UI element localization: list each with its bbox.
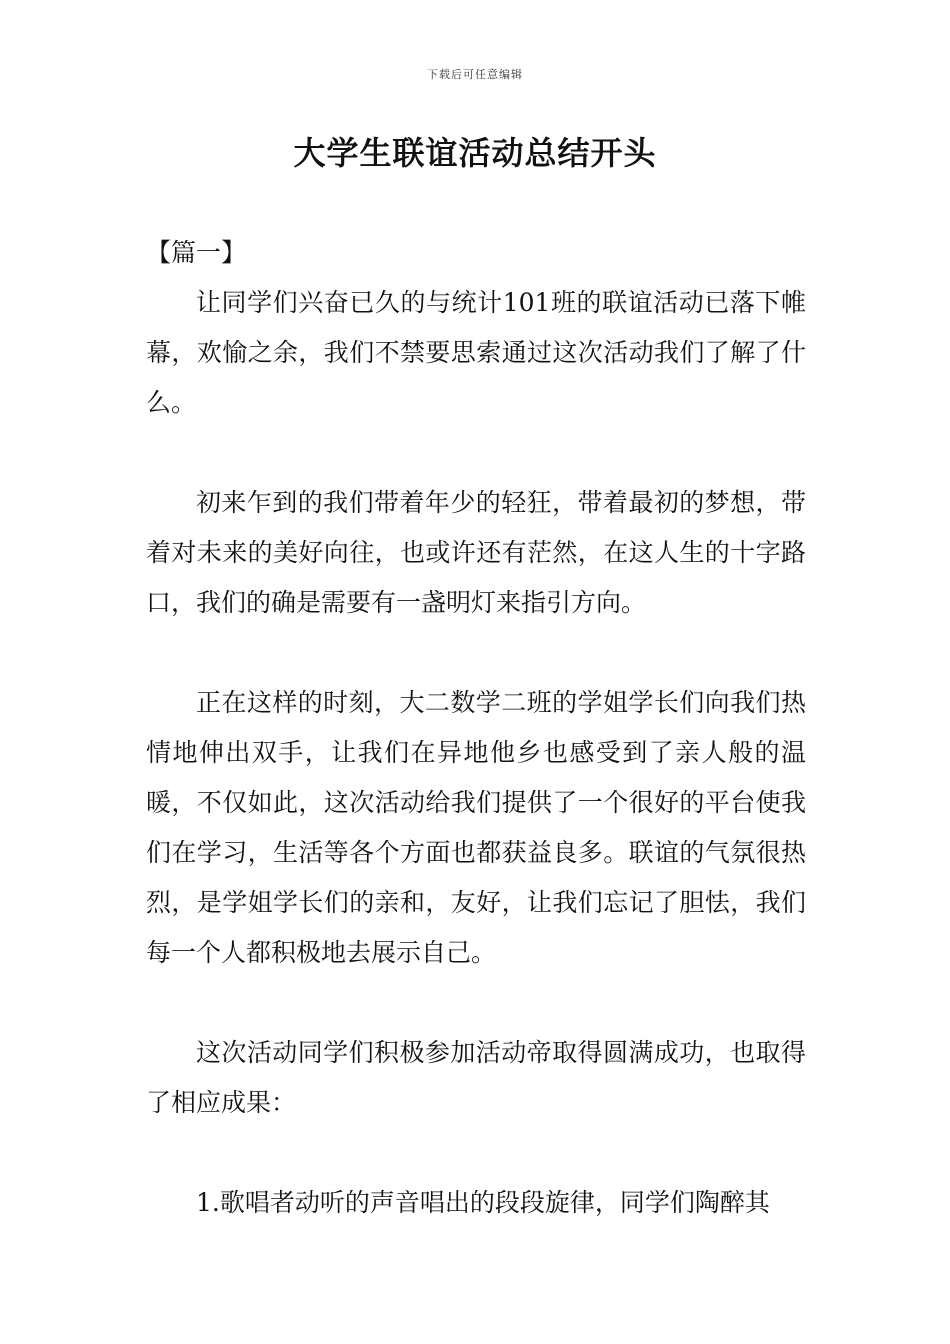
header-note: 下载后可任意编辑: [427, 68, 523, 81]
paragraph-3: 正在这样的时刻，大二数学二班的学姐学长们向我们热情地伸出双手，让我们在异地他乡也感受到了亲人般的温暖，不仅如此，这次活动给我们提供了一个很好的平台使我们在学习，生活等各个方面也都获益良多。联谊的气氛很热烈，是学姐学长们的亲和，友好，让我们忘记了胆怯，我们每一个人都积极地去展示自己。: [146, 688, 806, 967]
page-title: 大学生联谊活动总结开头: [293, 134, 657, 172]
paragraph-1: 让同学们兴奋已久的与统计101班的联谊活动已落下帷幕，欢愉之余，我们不禁要思索通过这次活动我们了解了什么。: [146, 288, 806, 417]
paragraph-5: 1.歌唱者动听的声音唱出的段段旋律，同学们陶醉其: [196, 1188, 770, 1217]
paragraph-2: 初来乍到的我们带着年少的轻狂，带着最初的梦想，带着对未来的美好向往，也或许还有茫然，在这人生的十字路口，我们的确是需要有一盏明灯来指引方向。: [146, 488, 806, 617]
document-body: [146, 228, 806, 1278]
paragraph-4: 这次活动同学们积极参加活动帝取得圆满成功，也取得了相应成果：: [146, 1038, 806, 1117]
section-label: 【篇一】: [146, 238, 247, 267]
